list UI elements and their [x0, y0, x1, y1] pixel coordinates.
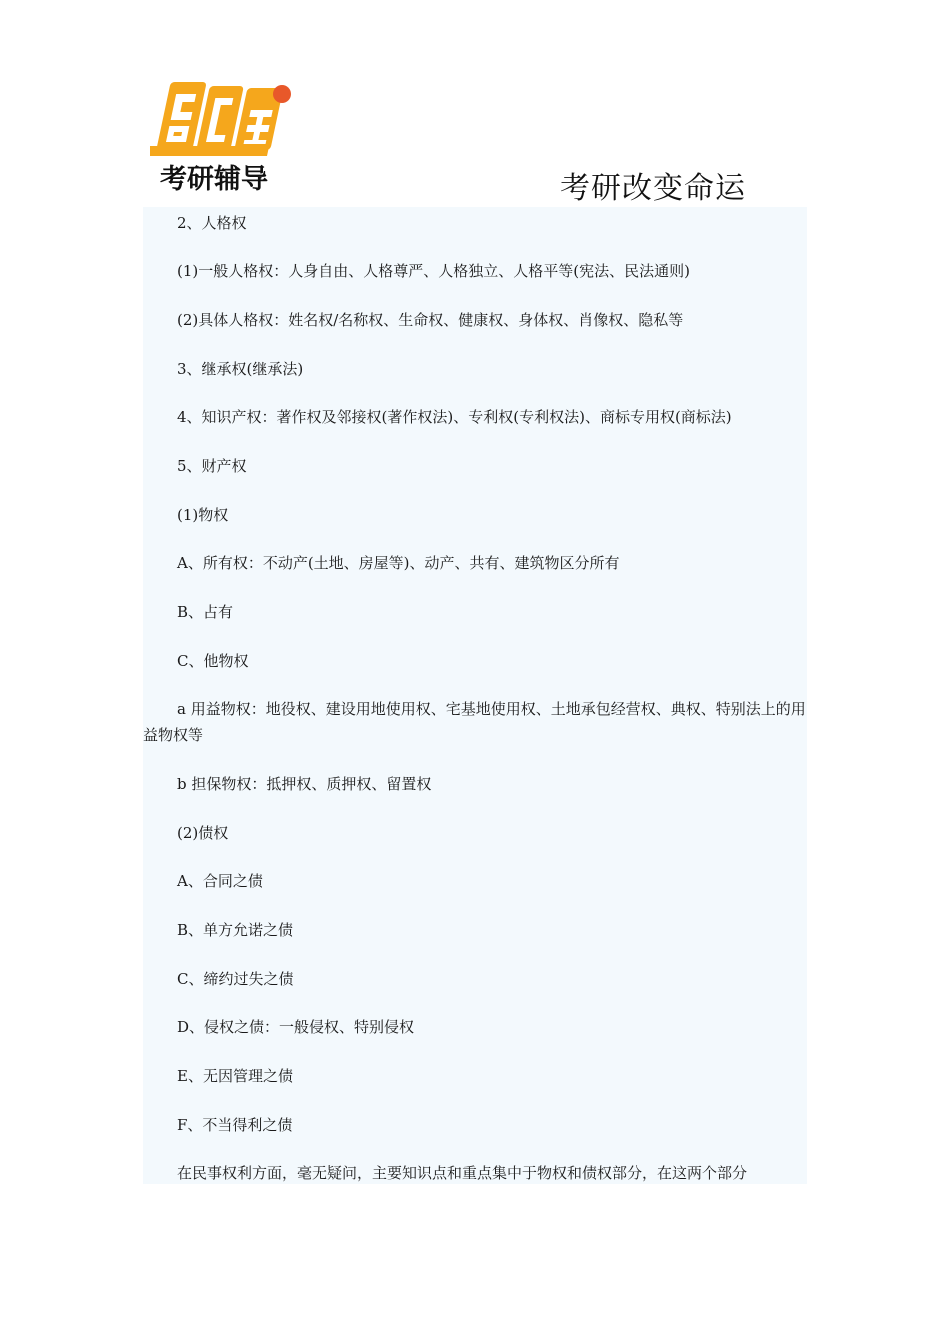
logo-graphic: [150, 76, 300, 196]
paragraph: 4、知识产权：著作权及邻接权(著作权法)、专利权(专利权法)、商标专用权(商标法): [177, 408, 732, 426]
kaicheng-logo: [150, 76, 300, 196]
paragraph: (2)债权: [177, 824, 229, 842]
paragraph: E、无因管理之债: [177, 1067, 293, 1085]
paragraph: b 担保物权：抵押权、质押权、留置权: [177, 775, 432, 793]
paragraph: D、侵权之债：一般侵权、特别侵权: [177, 1018, 415, 1036]
paragraph: 在民事权利方面，毫无疑问，主要知识点和重点集中于物权和债权部分，在这两个部分: [177, 1164, 748, 1182]
paragraph: F、不当得利之债: [177, 1116, 293, 1134]
paragraph: (1)物权: [177, 506, 229, 524]
logo-subtitle: 考研辅导: [160, 164, 268, 195]
paragraph: (1)一般人格权：人身自由、人格尊严、人格独立、人格平等(宪法、民法通则): [177, 262, 690, 280]
paragraph: 2、人格权: [177, 214, 247, 232]
paragraph: C、缔约过失之债: [177, 970, 294, 988]
header-slogan: 考研改变命运: [560, 171, 746, 206]
paragraph: A、合同之债: [177, 872, 263, 890]
paragraph: C、他物权: [177, 652, 249, 670]
paragraph: B、单方允诺之债: [177, 921, 294, 939]
document-body: [143, 207, 807, 1184]
logo-dot-icon: [273, 85, 291, 103]
paragraph: 3、继承权(继承法): [177, 360, 304, 378]
paragraph: (2)具体人格权：姓名权/名称权、生命权、健康权、身体权、肖像权、隐私等: [177, 311, 684, 329]
paragraph: a 用益物权：地役权、建设用地使用权、宅基地使用权、土地承包经营权、典权、特别法上的用益物权等: [143, 700, 806, 744]
paragraph: A、所有权：不动产(土地、房屋等)、动产、共有、建筑物区分所有: [177, 554, 620, 572]
paragraph: 5、财产权: [177, 457, 247, 475]
paragraph: B、占有: [177, 603, 234, 621]
